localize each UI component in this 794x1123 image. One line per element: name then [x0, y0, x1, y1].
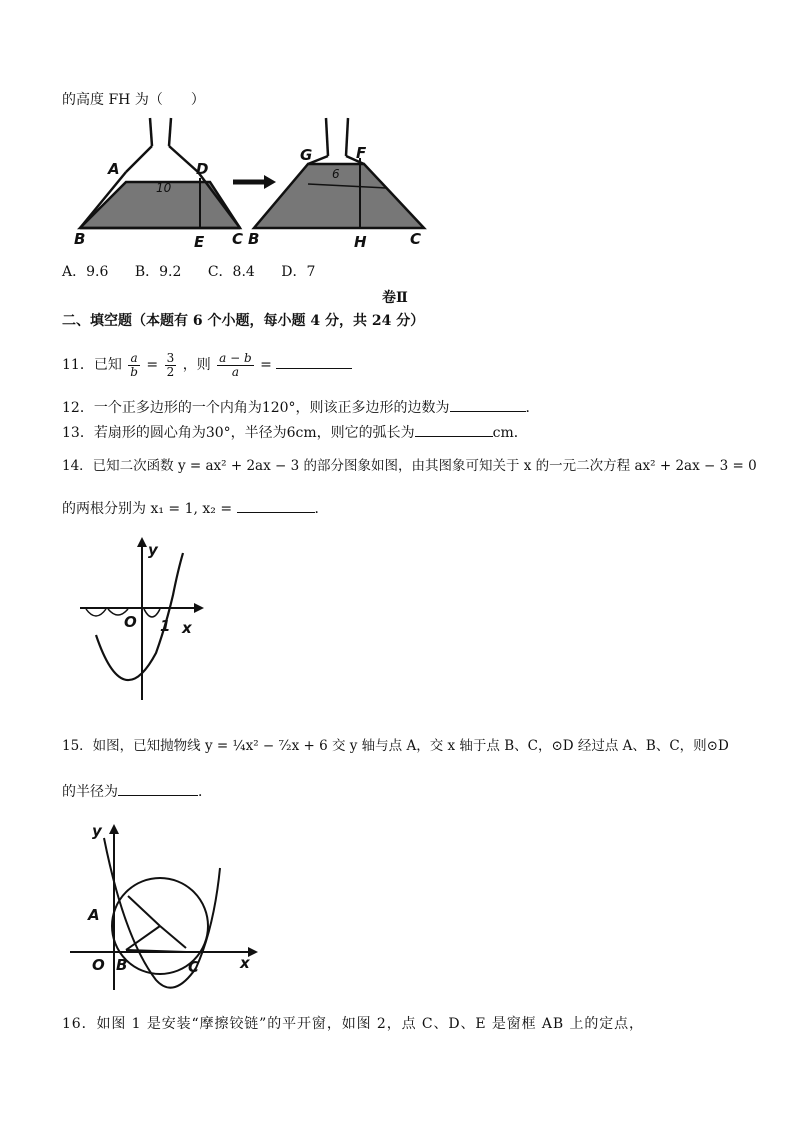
label-G-right: G: [300, 146, 313, 164]
q10-tail: 的高度 FH 为（ ）: [62, 92, 205, 108]
frac-num: a − b: [219, 350, 252, 365]
option-b[interactable]: B．9.2: [134, 264, 182, 280]
fraction-a-b: [128, 352, 140, 379]
q15-line2-text: 的半径为: [62, 784, 118, 800]
q11-mid: ，则: [182, 357, 211, 373]
section-title: 二、填空题（本题有 6 个小题，每小题 4 分，共 24 分）: [62, 313, 425, 329]
answer-blank-15[interactable]: [118, 781, 198, 796]
label-C-right: C: [410, 230, 422, 248]
frac-num: 3: [166, 350, 175, 365]
q15-figure: [64, 818, 264, 998]
option-d[interactable]: D．7: [281, 264, 316, 280]
equals: =: [260, 357, 272, 373]
label-B: B: [116, 956, 128, 974]
arrow-icon: [233, 175, 276, 189]
label-y: y: [148, 541, 158, 559]
q13-end: cm．: [492, 425, 528, 441]
label-A: A: [88, 906, 100, 924]
label-y: y: [92, 822, 102, 840]
q14-figure: [78, 535, 218, 705]
option-a[interactable]: A．9.6: [62, 264, 109, 280]
fraction-a-minus-b-over-a: [217, 352, 254, 379]
note-right: 6: [332, 167, 340, 181]
label-A-left: A: [108, 160, 120, 178]
label-O: O: [92, 956, 105, 974]
label-F-right: F: [356, 144, 367, 162]
label-B-right: B: [248, 230, 260, 248]
q13-text: 13．若扇形的圆心角为30°，半径为6cm，则它的弧长为: [62, 425, 415, 441]
frac-den: b: [130, 364, 138, 379]
q15-line2: [62, 781, 212, 802]
volume-title: 卷Ⅱ: [382, 290, 408, 306]
q15-line1: 15．如图，已知抛物线 y = ¼x² − ⁷⁄₂x + 6 交 y 轴与点 A，交 x 轴于点 B、C，⊙D 经过点 A、B、C，则⊙D: [62, 738, 729, 754]
answer-blank-11[interactable]: [276, 354, 352, 369]
q11-prefix: 11．已知: [62, 357, 122, 373]
radius-lines: [126, 896, 186, 952]
label-H-right: H: [354, 233, 367, 251]
label-x: x: [240, 954, 250, 972]
q11: [62, 348, 352, 382]
label-D-left: D: [196, 160, 209, 178]
label-x: x: [182, 619, 192, 637]
note-left: 10: [156, 181, 172, 195]
q14-line1: 14．已知二次函数 y = ax² + 2ax − 3 的部分图象如图，由其图象可知关于 x 的一元二次方程 ax² + 2ax − 3 = 0: [62, 458, 757, 474]
fraction-3-2: [165, 352, 177, 379]
option-c[interactable]: C．8.4: [207, 264, 255, 280]
q12-end: ．: [525, 400, 540, 416]
answer-blank-14[interactable]: [237, 498, 315, 513]
q13: [62, 422, 528, 443]
funnel-right: [248, 118, 424, 251]
q10-figure: [68, 116, 468, 261]
label-1: 1: [160, 617, 171, 635]
equals: =: [146, 357, 159, 373]
q14-line2: [62, 498, 329, 519]
q14-end: ．: [314, 501, 329, 517]
frac-den: a: [231, 364, 239, 379]
frac-num: a: [128, 352, 140, 366]
label-B-left: B: [74, 230, 86, 248]
q15-end: ．: [198, 784, 212, 800]
label-C: C: [188, 958, 200, 976]
q12-text: 12．一个正多边形的一个内角为120°，则该正多边形的边数为: [62, 400, 450, 416]
answer-blank-13[interactable]: [415, 422, 493, 437]
q14-line2-text: 的两根分别为 x₁ = 1, x₂ =: [62, 501, 233, 517]
q12: [62, 397, 540, 418]
label-O: O: [124, 613, 137, 631]
label-C-left: C: [232, 230, 244, 248]
answer-blank-12[interactable]: [450, 397, 526, 412]
frac-den: 2: [166, 364, 175, 379]
funnel-left: [74, 118, 243, 251]
arc-marks: [86, 609, 160, 617]
q10-options: [62, 262, 315, 282]
label-E-left: E: [194, 233, 205, 251]
q16: 16．如图 1 是安装“摩擦铰链”的平开窗，如图 2，点 C、D、E 是窗框 AB 上的定点，: [62, 1016, 644, 1032]
